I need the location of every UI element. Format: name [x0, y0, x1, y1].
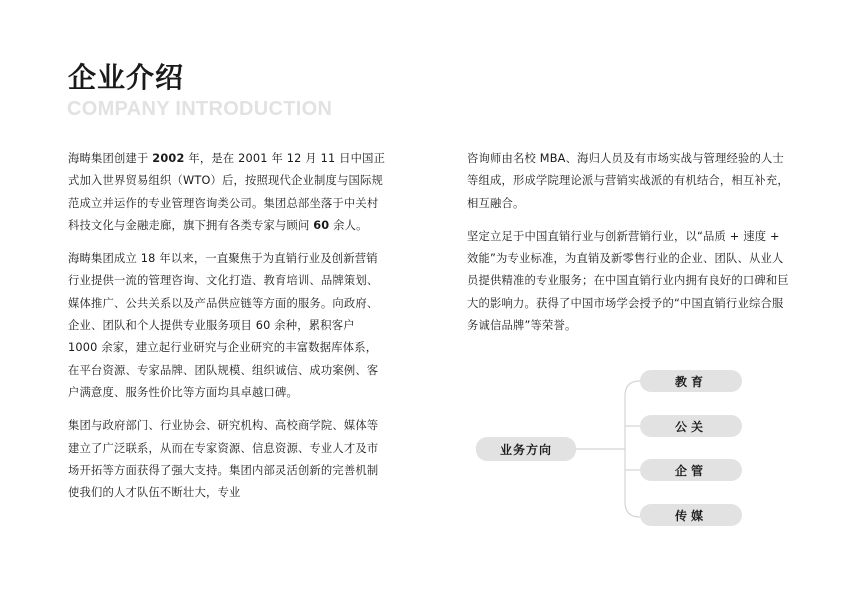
page-title: 企业介绍	[68, 61, 185, 94]
expert-count: 60	[313, 218, 330, 232]
page-subtitle: COMPANY INTRODUCTION	[67, 98, 333, 120]
positioning-paragraph: 坚定立足于中国直销行业与创新营销行业，以“品质 + 速度 + 效能”为专业标准，为直销及新零售行业的企业、团队、从业人员提供精准的专业服务；在中国直销行业内拥有良好的口碑和巨大的影响力。获得了中国市场学会授予的“中国直销行业综合服务诚信品牌”等荣誉。	[467, 229, 789, 333]
direction-media: 传媒	[640, 504, 742, 526]
direction-education: 教育	[640, 370, 742, 392]
team-paragraph: 咨询师由名校 MBA、海归人员及有市场实战与管理经验的人士等组成，形成学院理论派与营销实战派的有机结合，相互补充，相互融合。	[467, 152, 789, 210]
business-direction-label: 业务方向	[476, 437, 576, 461]
right-text-column	[467, 148, 789, 348]
intro-paragraph: 海畴集团创建于 2002 年，是在 2001 年 12 月 11 日中国正式加入世界贸易组织（WTO）后，按照现代企业制度与国际规范成立并运作的专业管理咨询类公司。集团总部坐落于中关村科技文化与金融走廊，旗下拥有各类专家与顾问 60 余人。	[68, 152, 386, 232]
network-paragraph: 集团与政府部门、行业协会、研究机构、高校商学院、媒体等建立了广泛联系，从而在专家资源、信息资源、专业人才及市场开拓等方面获得了强大支持。集团内部灵活创新的完善机制使我们的人才队伍不断壮大，专业	[68, 419, 379, 500]
direction-management: 企管	[640, 459, 742, 481]
direction-public-relations: 公关	[640, 415, 742, 437]
founding-year: 2002	[152, 152, 185, 165]
left-text-column	[68, 148, 388, 515]
history-paragraph: 海畴集团成立 18 年以来，一直聚焦于为直销行业及创新营销行业提供一流的管理咨询、文化打造、教育培训、品牌策划、媒体推广、公共关系以及产品供应链等方面的服务。向政府、企业、团队和个人提供专业服务项目 60 余种，累积客户 1000 余家，建立起行业研究与企业研究的丰富数据库体系，在平台资源、专家品牌、团队规模、组织诚信、成功案例、客户满意度、服务性价比等方面均具卓越口碑。	[68, 252, 379, 399]
business-direction-diagram	[470, 364, 760, 534]
